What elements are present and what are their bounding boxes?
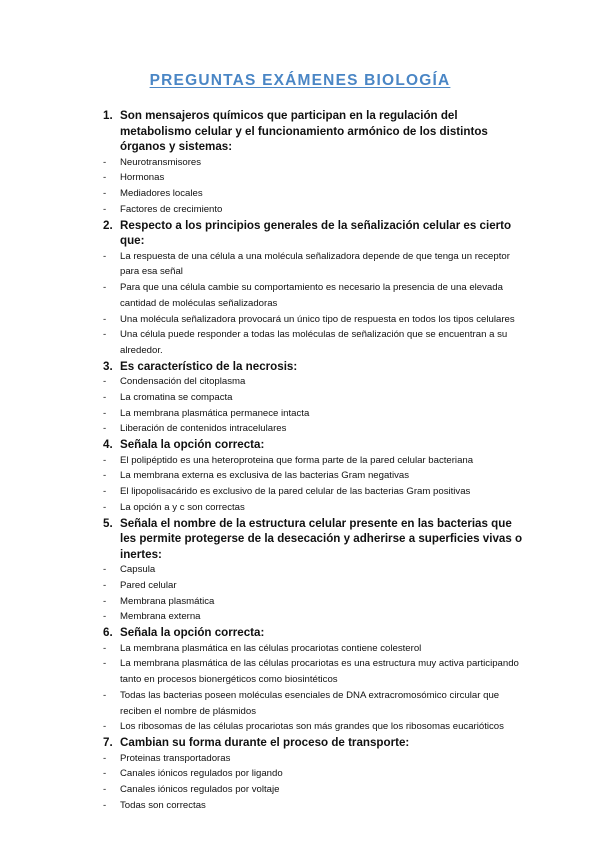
question	[103, 218, 523, 359]
answer-text: La membrana plasmática permanece intacta	[120, 407, 310, 419]
dash-bullet: -	[103, 203, 107, 215]
answer-option	[103, 186, 523, 202]
answer-option	[103, 390, 523, 406]
answer-list	[103, 641, 523, 735]
dash-bullet: -	[103, 329, 107, 341]
answer-list	[103, 751, 523, 814]
answer-option	[103, 453, 523, 469]
page-title: PREGUNTAS EXÁMENES BIOLOGÍA	[149, 72, 451, 89]
dash-bullet: -	[103, 486, 107, 498]
answer-text: La membrana plasmática de las células procariotas es una estructura muy activa participando tanto en procesos bionergéticos como biosintéticos	[120, 658, 519, 686]
dash-bullet: -	[103, 172, 107, 184]
answer-text: Todas son correctas	[120, 799, 206, 811]
dash-bullet: -	[103, 376, 107, 388]
dash-bullet: -	[103, 580, 107, 591]
answer-text: Una célula puede responder a todas las moléculas de señalización que se encuentran a su alrededor.	[120, 329, 508, 356]
dash-bullet: -	[103, 282, 107, 294]
dash-bullet: -	[103, 423, 107, 435]
answer-text: El polipéptido es una heteroproteina que forma parte de la pared celular bacteriana	[120, 454, 474, 466]
answer-option	[103, 249, 523, 280]
answer-text: Proteinas transportadoras	[120, 752, 231, 764]
answer-option	[103, 562, 523, 578]
question-header	[103, 437, 523, 453]
question-text: Señala la opción correcta:	[120, 626, 265, 640]
dash-bullet: -	[103, 454, 107, 466]
question-header	[103, 516, 523, 563]
question-number: 1.	[103, 109, 113, 122]
dash-bullet: -	[103, 595, 107, 607]
answer-option	[103, 406, 523, 422]
answer-text: Neurotransmisores	[120, 156, 202, 168]
question-text: Señala el nombre de la estructura celular presente en las bacterias que les permite protegerse de la desecación y adherirse a superficies vivas o inertes:	[120, 516, 523, 561]
dash-bullet: -	[103, 392, 107, 403]
question	[103, 437, 523, 515]
answer-text: Para que una célula cambie su comportamiento es necesario la presencia de una elevada cantidad de moléculas señalizadoras	[120, 282, 503, 309]
answer-option	[103, 327, 523, 358]
question-header	[103, 625, 523, 641]
answer-option	[103, 170, 523, 186]
answer-text: La opción a y c son correctas	[120, 501, 245, 513]
answer-list	[103, 155, 523, 218]
question-number: 2.	[103, 218, 113, 232]
answer-text: Canales iónicos regulados por voltaje	[120, 783, 280, 795]
dash-bullet: -	[103, 752, 107, 764]
answer-text: Factores de crecimiento	[120, 203, 223, 215]
dash-bullet: -	[103, 721, 107, 733]
dash-bullet: -	[103, 501, 107, 513]
dash-bullet: -	[103, 156, 107, 168]
answer-option	[103, 374, 523, 390]
dash-bullet: -	[103, 564, 107, 576]
answer-option	[103, 798, 523, 814]
dash-bullet: -	[103, 188, 107, 200]
question-text: Es característico de la necrosis:	[120, 359, 298, 373]
question	[103, 359, 523, 437]
question-number: 3.	[103, 359, 113, 373]
answer-text: Condensación del citoplasma	[120, 376, 246, 388]
answer-text: Membrana externa	[120, 611, 201, 623]
answer-text: Mediadores locales	[120, 188, 203, 200]
answer-option	[103, 421, 523, 437]
answer-option	[103, 656, 523, 687]
question-header	[103, 735, 523, 751]
answer-text: Canales iónicos regulados por ligando	[120, 768, 283, 780]
answer-option	[103, 766, 523, 782]
answer-option	[103, 609, 523, 625]
dash-bullet: -	[103, 313, 107, 325]
question-text: Respecto a los principios generales de la señalización celular es cierto que:	[120, 218, 512, 248]
dash-bullet: -	[103, 658, 107, 670]
answer-option	[103, 312, 523, 328]
answer-option	[103, 641, 523, 657]
question	[103, 108, 523, 218]
dash-bullet: -	[103, 689, 107, 701]
answer-text: Los ribosomas de las células procariotas son más grandes que los ribosomas eucarióticos	[120, 721, 504, 733]
answer-option	[103, 578, 523, 594]
question	[103, 625, 523, 735]
answer-list	[103, 374, 523, 437]
answer-text: Hormonas	[120, 172, 165, 184]
answer-list	[103, 249, 523, 359]
answer-text: La membrana externa es exclusiva de las bacterias Gram negativas	[120, 470, 410, 482]
question-header	[103, 359, 523, 375]
answer-text: La respuesta de una célula a una molécula señalizadora depende de que tenga un receptor para esa señal	[120, 250, 510, 278]
answer-option	[103, 594, 523, 610]
question-header	[103, 108, 523, 155]
answer-text: Membrana plasmática	[120, 595, 215, 607]
answer-option	[103, 719, 523, 735]
dash-bullet: -	[103, 799, 107, 811]
answer-option	[103, 468, 523, 484]
dash-bullet: -	[103, 470, 107, 482]
answer-text: Capsula	[120, 564, 156, 576]
dash-bullet: -	[103, 407, 107, 419]
question-list	[103, 108, 523, 813]
answer-text: La cromatina se compacta	[120, 392, 233, 403]
question-text: Cambian su forma durante el proceso de transporte:	[120, 735, 410, 749]
answer-option	[103, 782, 523, 798]
dash-bullet: -	[103, 250, 107, 262]
question-number: 7.	[103, 735, 113, 749]
question-number: 5.	[103, 516, 113, 530]
answer-option	[103, 500, 523, 516]
answer-option	[103, 280, 523, 311]
answer-text: Una molécula señalizadora provocará un único tipo de respuesta en todos los tipos celulares	[120, 313, 515, 325]
question-text: Señala la opción correcta:	[120, 438, 265, 452]
dash-bullet: -	[103, 642, 107, 654]
answer-option	[103, 155, 523, 171]
answer-option	[103, 751, 523, 767]
dash-bullet: -	[103, 768, 107, 780]
question-header	[103, 218, 523, 249]
dash-bullet: -	[103, 611, 107, 623]
answer-text: Todas las bacterias poseen moléculas esenciales de DNA extracromosómico circular que reciben el nombre de plásmidos	[120, 689, 500, 717]
answer-text: La membrana plasmática en las células procariotas contiene colesterol	[120, 642, 422, 654]
question	[103, 735, 523, 813]
answer-list	[103, 562, 523, 625]
answer-option	[103, 202, 523, 218]
answer-option	[103, 484, 523, 500]
question-text: Son mensajeros químicos que participan en la regulación del metabolismo celular y el funcionamiento armónico de los distintos órganos y sistemas:	[120, 109, 488, 154]
dash-bullet: -	[103, 783, 107, 795]
question-number: 6.	[103, 626, 113, 640]
question-number: 4.	[103, 438, 113, 452]
answer-text: El lipopolisacárido es exclusivo de la pared celular de las bacterias Gram positivas	[120, 486, 471, 498]
answer-text: Liberación de contenidos intracelulares	[120, 423, 287, 435]
answer-text: Pared celular	[120, 580, 177, 591]
question	[103, 516, 523, 626]
answer-option	[103, 688, 523, 719]
answer-list	[103, 453, 523, 516]
